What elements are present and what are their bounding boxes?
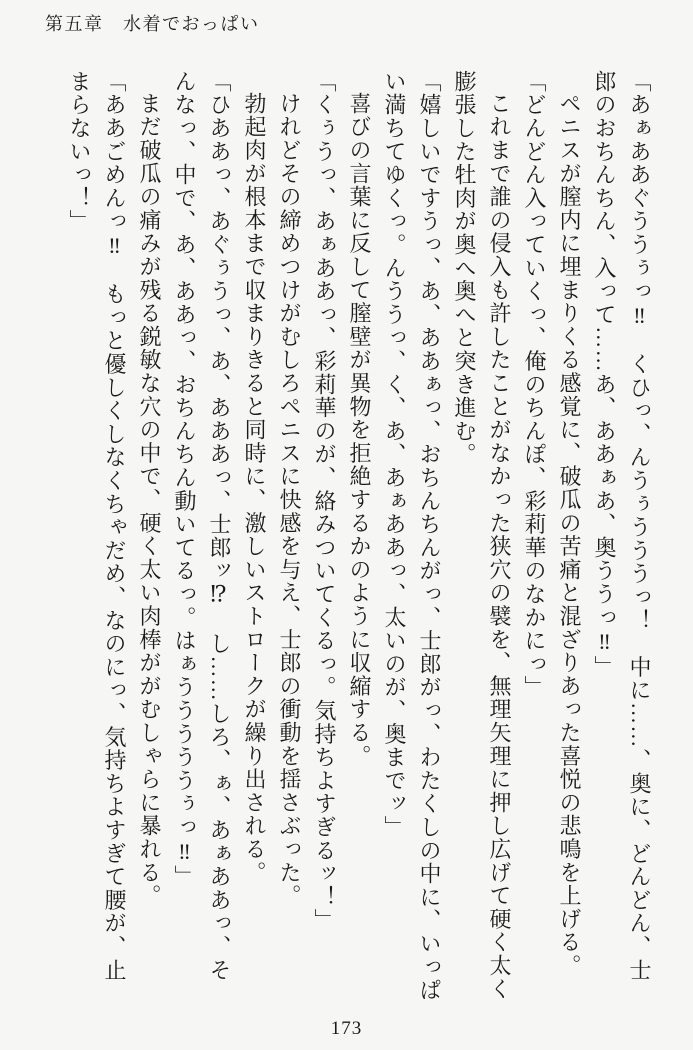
paragraph-dialogue-2: 「どんどん入っていくっ、俺のちんぽ、彩莉華のなかにっ」 xyxy=(522,70,547,700)
paragraph-narration-4: けれどその締めつけがむしろペニスに快感を与え、士郎の衝動を揺さぶった。 xyxy=(277,92,302,908)
paragraph-dialogue-6: 「ああごめんっ‼ もっと優しくしなくちゃだめ、なのにっ、気持ちよすぎて腰が、止まらないっ！」 xyxy=(67,70,127,982)
paragraph-dialogue-3: 「嬉しいですうっ、あ、ああぁっ、おちんちんがっ、士郎がっ、わたくしの中に、いっぱい満ちてゆくっ。んううっ、く、あ、あぁああっ、太いのが、奥までッ」 xyxy=(382,70,442,1002)
paragraph-narration-1: ペニスが膣内に埋まりくる感覚に、破瓜の苦痛と混ざりあった喜悦の悲鳴を上げる。 xyxy=(557,92,582,978)
paragraph-narration-3: 喜びの言葉に反して膣壁が異物を拒絶するかのように収縮する。 xyxy=(347,92,372,768)
paragraph-dialogue-1: 「あぁああぐううぅっ‼ くひっ、んうぅうううっ！ 中に……、奥に、どんどん、士郎のおちんちん、入って……あ、ああぁあ、奥ううっ‼」 xyxy=(592,70,652,982)
paragraph-dialogue-5: 「ひああっ、あぐぅうっ、あ、あああっ、士郎ッ⁉ し……しろ、ぁ、あぁああっ、そんなっ、中で、あ、ああっ、おちんちん動いてるっ。はぁうううううぅっ‼」 xyxy=(172,70,232,982)
chapter-header: 第五章 水着でおっぱい xyxy=(45,14,260,34)
paragraph-narration-5: 勃起肉が根本まで収まりきると同時に、激しいストロークが繰り出される。 xyxy=(242,92,267,885)
page-body-text xyxy=(62,70,657,1004)
page-number: 173 xyxy=(330,1018,363,1039)
paragraph-dialogue-4: 「くぅうっ、あぁああっ、彩莉華のが、絡みついてくるっ。気持ちよすぎるッ！」 xyxy=(312,70,337,933)
paragraph-narration-2: これまで誰の侵入も許したことがなかった狭穴の襞を、無理矢理に押し広げて硬く太く膨張した牡肉が奥へ奥へと突き進む。 xyxy=(452,70,512,1001)
paragraph-narration-6: まだ破瓜の痛みが残る鋭敏な穴の中で、硬く太い肉棒ががむしゃらに暴れる。 xyxy=(137,92,162,908)
